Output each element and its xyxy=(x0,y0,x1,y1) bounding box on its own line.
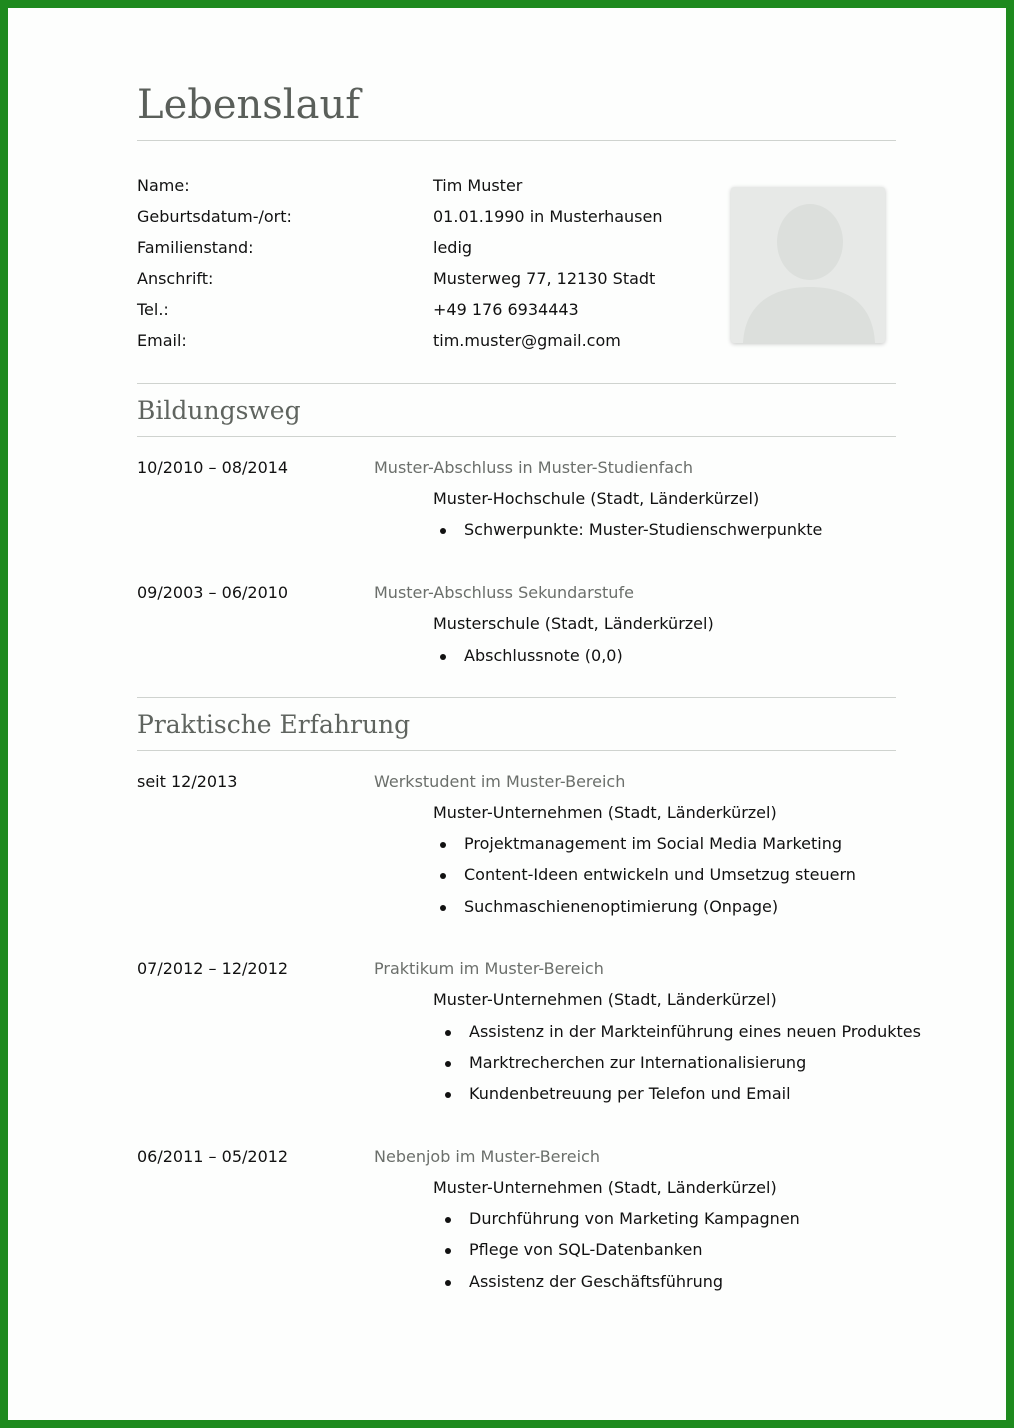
experience-heading: Praktische Erfahrung xyxy=(137,710,411,739)
personal-label: Anschrift: xyxy=(137,269,214,288)
person-silhouette-icon xyxy=(731,187,885,343)
personal-label: Geburtsdatum-/ort: xyxy=(137,207,292,226)
entry-date: 09/2003 – 06/2010 xyxy=(137,583,289,602)
entry-date: 10/2010 – 08/2014 xyxy=(137,458,289,477)
entry-title: Werkstudent im Muster-Bereich xyxy=(374,772,626,791)
title-divider xyxy=(137,140,896,141)
entry-date: 06/2011 – 05/2012 xyxy=(137,1147,289,1166)
list-item: Assistenz der Geschäftsführung xyxy=(443,1272,723,1292)
entry-org: Musterschule (Stadt, Länderkürzel) xyxy=(433,614,714,633)
section-divider xyxy=(137,750,896,751)
list-item: Schwerpunkte: Muster-Studienschwerpunkte xyxy=(438,520,822,540)
entry-org: Muster-Unternehmen (Stadt, Länderkürzel) xyxy=(433,1178,777,1197)
page-title: Lebenslauf xyxy=(137,82,361,128)
section-divider xyxy=(137,697,896,698)
personal-value: +49 176 6934443 xyxy=(433,300,579,319)
entry-date: 07/2012 – 12/2012 xyxy=(137,959,289,978)
entry-org: Muster-Hochschule (Stadt, Länderkürzel) xyxy=(433,489,760,508)
personal-value: ledig xyxy=(433,238,473,257)
list-item: Durchführung von Marketing Kampagnen xyxy=(443,1209,800,1229)
list-item: Marktrecherchen zur Internationalisierung xyxy=(443,1053,806,1073)
entry-date: seit 12/2013 xyxy=(137,772,238,791)
profile-photo xyxy=(731,187,885,343)
list-item: Content-Ideen entwickeln und Umsetzug steuern xyxy=(438,865,856,885)
entry-org: Muster-Unternehmen (Stadt, Länderkürzel) xyxy=(433,990,777,1009)
list-item: Abschlussnote (0,0) xyxy=(438,646,623,666)
list-item: Pflege von SQL-Datenbanken xyxy=(443,1240,702,1260)
list-item: Kundenbetreuung per Telefon und Email xyxy=(443,1084,791,1104)
section-divider xyxy=(137,383,896,384)
personal-value: Tim Muster xyxy=(433,176,523,195)
entry-title: Nebenjob im Muster-Bereich xyxy=(374,1147,600,1166)
list-item: Assistenz in der Markteinführung eines neuen Produktes xyxy=(443,1022,921,1042)
personal-label: Familienstand: xyxy=(137,238,254,257)
email-value: tim.muster@gmail.com xyxy=(433,331,621,350)
section-divider xyxy=(137,436,896,437)
personal-value: 01.01.1990 in Musterhausen xyxy=(433,207,663,226)
list-item: Projektmanagement im Social Media Marketing xyxy=(438,834,842,854)
personal-label: Email: xyxy=(137,331,187,350)
entry-title: Muster-Abschluss Sekundarstufe xyxy=(374,583,634,602)
entry-org: Muster-Unternehmen (Stadt, Länderkürzel) xyxy=(433,803,777,822)
personal-value: Musterweg 77, 12130 Stadt xyxy=(433,269,656,288)
personal-label: Tel.: xyxy=(137,300,169,319)
list-item: Suchmaschienenoptimierung (Onpage) xyxy=(438,897,778,917)
personal-label: Name: xyxy=(137,176,190,195)
entry-title: Praktikum im Muster-Bereich xyxy=(374,959,604,978)
entry-title: Muster-Abschluss in Muster-Studienfach xyxy=(374,458,694,477)
education-heading: Bildungsweg xyxy=(137,396,301,425)
